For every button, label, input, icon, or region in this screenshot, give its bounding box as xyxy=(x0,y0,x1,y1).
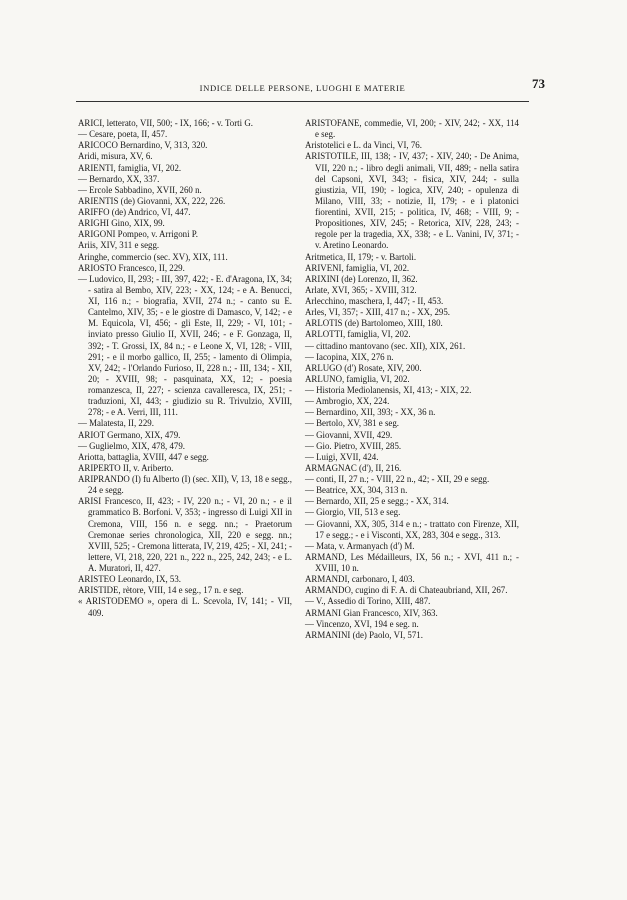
index-entry: ARISTIDE, rètore, VIII, 14 e seg., 17 n. e seg. xyxy=(78,585,244,596)
index-entry: Arlecchino, maschera, I, 447; - II, 453. xyxy=(305,296,444,306)
index-entry: ARIGHI Gino, XIX, 99. xyxy=(78,218,165,229)
index-entry: — Beatrice, XX, 304, 313 n. xyxy=(305,485,408,496)
running-title: INDICE DELLE PERSONE, LUOGHI E MATERIE xyxy=(199,83,406,93)
index-entry: ARISTEO Leonardo, IX, 53. xyxy=(78,574,182,585)
index-entry: — Malatesta, II, 229. xyxy=(78,418,154,429)
index-entry: ARMANI Gian Francesco, XIV, 363. xyxy=(305,607,438,618)
index-entry: — Vincenzo, XVI, 194 e seg. n. xyxy=(305,618,419,629)
index-column-left xyxy=(78,118,292,619)
index-entry: « ARISTODEMO », opera di L. Scevola, IV, 141; - VII, 409. xyxy=(78,596,292,618)
index-entry: Ariis, XIV, 311 e segg. xyxy=(78,240,160,251)
index-entry: Aridi, misura, XV, 6. xyxy=(78,151,153,162)
index-entry: — Ludovico, II, 293; - III, 397, 422; - E. d'Aragona, IX, 34; - satira al Bembo, XIV, 223; - XX, 124; - e A. Benucci, XI, 116 n.; - biografia, XVII, 274 n.; - canto su E. Cantelmo, XIV, 35; - e le giostre di Damasco, V, 142; - e M. Equicola, VI, 456; - gli Este, II, 229; - VI, 101; - inviato presso Giulio II, XVII, 246; - e F. Gonzaga, II, 392; - T. Grossi, IX, 84 n.; - e Leone X, VI, 128; - VIII, 291; - e il morbo gallico, II, 255; - lamento di Olimpia, XV, 242; - l'Orlando Furioso, II, 228 n.; - III, 134; - XII, 20; - XVIII, 98; - pasquinata, XX, 12; - poesia romanzesca, II, 227; - scienza cavalleresca, IX, 251; - traduzioni, XI, 443; - giudizio su R. Trivulzio, XVIII, 278; - e A. Verri, III, 111. xyxy=(78,273,292,418)
index-entry: — Gio. Pietro, XVIII, 285. xyxy=(305,440,402,451)
index-entry: ARIENTI, famiglia, VI, 202. xyxy=(78,162,182,173)
index-entry: ARIENTIS (de) Giovanni, XX, 222, 226. xyxy=(78,195,226,206)
index-entry: — Guglielmo, XIX, 478, 479. xyxy=(78,440,185,451)
page-number: 73 xyxy=(532,76,545,91)
index-entry: — Bernardo, XII, 25 e segg.; - XX, 314. xyxy=(305,496,449,507)
index-entry: ARMANINI (de) Paolo, VI, 571. xyxy=(305,629,423,640)
running-header xyxy=(76,76,545,94)
index-entry: — Giovanni, XX, 305, 314 e n.; - trattato con Firenze, XII, 17 e segg.; - e i Visconti, XX, 283, 304 e segg., 313. xyxy=(305,518,519,540)
index-entry: ARIPRANDO (I) fu Alberto (I) (sec. XII), V, 13, 18 e segg., 24 e segg. xyxy=(78,474,292,496)
index-entry: — V., Assedio di Torino, XIII, 487. xyxy=(305,596,431,607)
index-entry: Arles, VI, 357; - XIII, 417 n.; - XX, 295. xyxy=(305,307,451,318)
index-entry: — Cesare, poeta, II, 457. xyxy=(78,129,168,140)
index-column-right xyxy=(305,118,519,641)
index-entry: ARMANDI, carbonaro, I, 403. xyxy=(305,574,415,585)
index-entry: ARMANDO, cugino di F. A. di Chateaubriand, XII, 267. xyxy=(305,585,508,596)
index-entry: Aritmetica, II, 179; - v. Bartoli. xyxy=(305,251,417,262)
index-entry: ARMAGNAC (d'), II, 216. xyxy=(305,462,402,473)
index-entry: — Giovanni, XVII, 429. xyxy=(305,429,393,440)
index-entry: ARLUGO (d') Rosate, XIV, 200. xyxy=(305,362,422,373)
index-entry: ARIVENI, famiglia, VI, 202. xyxy=(305,262,410,273)
index-entry: ARMAND, Les Médailleurs, IX, 56 n.; - XVI, 411 n.; - XVIII, 10 n. xyxy=(305,551,519,573)
index-entry: — Mata, v. Armanyach (d') M. xyxy=(305,540,415,551)
index-entry: ARIPERTO II, v. Ariberto. xyxy=(78,462,174,473)
index-entry: ARISTOTILE, III, 138; - IV, 437; - XIV, 240; - De Anima, VII, 220 n.; - libro degli animali, VII, 489; - nella satira del Capsoni, XVI, 343; - fisica, XIV, 244; - sulla giustizia, VII, 190; - logica, XIV, 240; - opulenza di Milano, VIII, 33; - notizie, II, 179; - e i platonici fiorentini, XVII, 215; - politica, IV, 468; - VIII, 9; - Propositiones, XIV, 245; - Retorica, XIV, 228, 243; - regole per la tragedia, XX, 338; - e L. Vanini, IV, 371; - v. Aretino Leonardo. xyxy=(305,151,519,251)
index-entry: — Historia Mediolanensis, XI, 413; - XIX, 22. xyxy=(305,385,472,395)
index-entry: ARLOTTI, famiglia, VI, 202. xyxy=(305,329,411,340)
header-rule xyxy=(76,101,529,102)
index-entry: ARICOCO Bernardino, V, 313, 320. xyxy=(78,140,208,151)
index-entry: ARICI, letterato, VII, 500; - IX, 166; - v. Torti G. xyxy=(78,118,253,128)
index-entry: — Giorgio, VII, 513 e seg. xyxy=(305,507,401,518)
index-entry: — Ambrogio, XX, 224. xyxy=(305,396,390,407)
index-entry: ARIOSTO Francesco, II, 229. xyxy=(78,262,185,273)
index-entry: — conti, II, 27 n.; - VIII, 22 n., 42; - XII, 29 e segg. xyxy=(305,474,490,484)
index-entry: — Luigi, XVII, 424. xyxy=(305,451,379,462)
index-entry: — Bernardo, XX, 337. xyxy=(78,173,160,184)
index-entry: Arlate, XVI, 365; - XVIII, 312. xyxy=(305,284,417,295)
index-entry: ARLOTIS (de) Bartolomeo, XIII, 180. xyxy=(305,318,443,329)
index-entry: — Ercole Sabbadino, XVII, 260 n. xyxy=(78,184,202,195)
index-entry: ARLUNO, famiglia, VI, 202. xyxy=(305,373,410,384)
index-entry: ARIOT Germano, XIX, 479. xyxy=(78,429,181,440)
index-entry: Aringhe, commercio (sec. XV), XIX, 111. xyxy=(78,251,228,262)
index-entry: — Bernardino, XII, 393; - XX, 36 n. xyxy=(305,407,436,418)
index-entry: ARIFFO (de) Andrico, VI, 447. xyxy=(78,207,191,217)
index-entry: Aristotelici e L. da Vinci, VI, 76. xyxy=(305,140,422,151)
index-entry: ARISI Francesco, II, 423; - IV, 220 n.; - VI, 20 n.; - e il grammatico B. Borfoni. V, 353; - ingresso di Luigi XII in Cremona, VIII, 156 n. e segg. nn.; - Praetorum Cremonae series chronologica, XII, 220 e segg. nn.; XVIII, 525; - Cremona litterata, IV, 219, 425; - XI, 241; - lettere, VI, 218, 220, 221 n., 222 n., 225, 242, 243; - e L. A. Muratori, II, 427. xyxy=(78,496,292,573)
index-entry: — Iacopina, XIX, 276 n. xyxy=(305,351,394,362)
index-entry: — cittadino mantovano (sec. XII), XIX, 261. xyxy=(305,340,466,351)
index-entry: — Bertolo, XV, 381 e seg. xyxy=(305,418,400,429)
index-entry: ARIXINI (de) Lorenzo, II, 362. xyxy=(305,273,418,284)
index-entry: ARIGONI Pompeo, v. Arrigoni P. xyxy=(78,229,198,240)
index-entry: ARISTOFANE, commedie, VI, 200; - XIV, 242; - XX, 114 e seg. xyxy=(305,118,519,140)
index-entry: Ariotta, battaglia, XVIII, 447 e segg. xyxy=(78,451,209,462)
